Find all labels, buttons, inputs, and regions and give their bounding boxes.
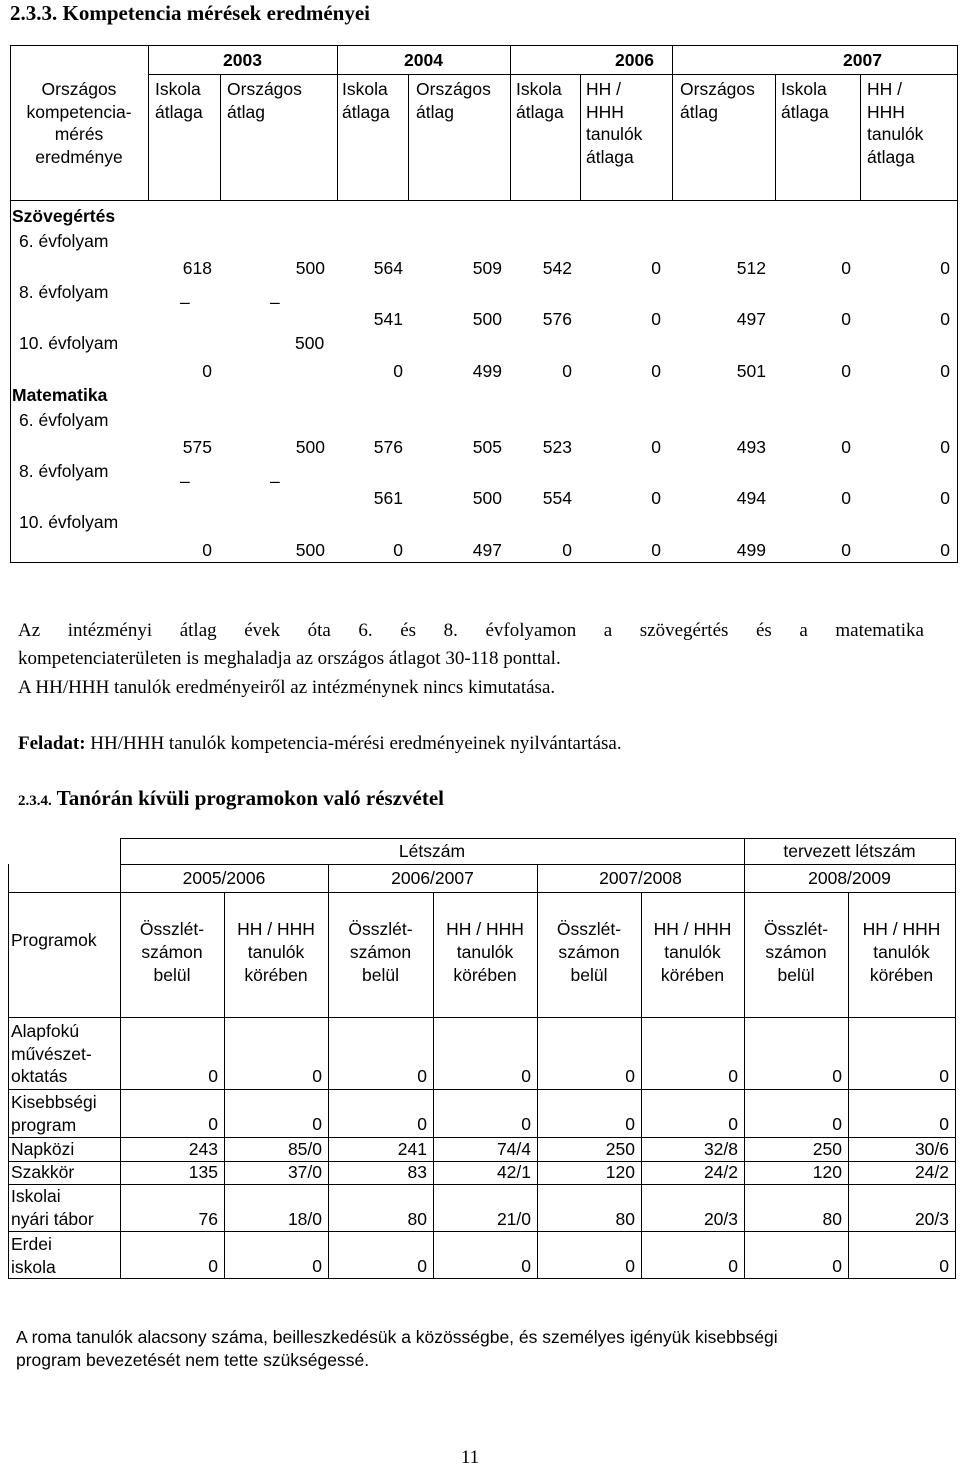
program-cell: 250 [605, 1139, 635, 1159]
dash: – [270, 471, 280, 491]
program-cell: 80 [822, 1209, 842, 1229]
row-label-nyari-tabor: Iskolai nyári tábor [11, 1186, 94, 1229]
program-cell: 24/2 [703, 1162, 738, 1182]
cell: 561 [373, 488, 403, 508]
year-2006: 2006 [615, 50, 654, 70]
cell: 0 [202, 540, 212, 560]
program-cell: 83 [407, 1162, 427, 1182]
header-iskola-atlaga-2004: Iskola átlaga [342, 79, 390, 122]
cell: 0 [562, 361, 572, 381]
program-cell: 0 [521, 1114, 531, 1134]
program-cell: 0 [939, 1066, 949, 1086]
program-cell: 120 [605, 1162, 635, 1182]
cell: 501 [736, 361, 766, 381]
program-cell: 80 [407, 1209, 427, 1229]
year-header: 2005/2006 [182, 868, 266, 888]
program-cell: 0 [417, 1066, 427, 1086]
program-cell: 0 [625, 1066, 635, 1086]
header-orszagos-atlag-2007: Országos átlag [680, 79, 755, 122]
cell: 497 [736, 309, 766, 329]
header-tervezett-letszam: tervezett létszám [783, 841, 916, 861]
header-hh-korében: HH / HHH tanulók körében [862, 919, 941, 985]
program-cell: 0 [939, 1256, 949, 1276]
program-cell: 30/6 [914, 1139, 949, 1159]
year-header: 2007/2008 [599, 868, 682, 888]
paragraph-hh-note: A HH/HHH tanulók eredményeiről az intézménynek nincs kimutatása. [18, 677, 556, 698]
task-paragraph [18, 733, 622, 755]
cell: 564 [373, 258, 403, 278]
program-cell: 135 [188, 1162, 218, 1182]
program-cell: 0 [832, 1114, 842, 1134]
cell: 0 [651, 540, 661, 560]
year-2007: 2007 [843, 50, 882, 70]
header-iskola-atlaga-2007: Iskola átlaga [781, 79, 829, 122]
header-letszam: Létszám [398, 841, 466, 861]
year-header: 2006/2007 [391, 868, 474, 888]
corner-label: Országos kompetencia- mérés eredménye [26, 79, 132, 167]
program-cell: 0 [208, 1114, 218, 1134]
cell: 505 [472, 437, 502, 457]
program-cell: 0 [832, 1066, 842, 1086]
header-osszletszamon-belul: Összlét- számon belül [763, 919, 829, 985]
row-label-alapfoku: Alapfokú művészet- oktatás [11, 1021, 92, 1086]
grade-label: 6. évfolyam [19, 231, 109, 251]
program-cell: 20/3 [703, 1209, 738, 1229]
cell: 0 [651, 258, 661, 278]
cell: 575 [182, 437, 212, 457]
cell: 500 [472, 309, 502, 329]
cell: 493 [736, 437, 766, 457]
program-cell: 0 [417, 1114, 427, 1134]
cell: 0 [393, 540, 403, 560]
cell: 0 [940, 540, 950, 560]
program-cell: 76 [198, 1209, 218, 1229]
program-cell: 0 [312, 1114, 322, 1134]
program-cell: 80 [615, 1209, 635, 1229]
cell: 494 [736, 488, 766, 508]
program-cell: 42/1 [496, 1162, 531, 1182]
cell: 0 [940, 309, 950, 329]
section-heading-kompetencia: 2.3.3. Kompetencia mérések eredményei [10, 1, 371, 25]
program-cell: 0 [521, 1256, 531, 1276]
cell: 523 [542, 437, 572, 457]
row-label-szakkor: Szakkör [11, 1162, 75, 1182]
header-osszletszamon-belul: Összlét- számon belül [348, 919, 413, 985]
cell: 500 [295, 437, 325, 457]
year-2003: 2003 [223, 50, 262, 70]
grade-label: 6. évfolyam [19, 410, 109, 430]
cell: 0 [841, 361, 851, 381]
cell: 500 [295, 258, 325, 278]
dash: – [270, 292, 280, 312]
cell: 0 [940, 258, 950, 278]
program-cell: 0 [939, 1114, 949, 1134]
program-cell: 85/0 [287, 1139, 322, 1159]
cell: 0 [562, 540, 572, 560]
program-cell: 24/2 [914, 1162, 949, 1182]
cell: 0 [841, 258, 851, 278]
cell: 554 [542, 488, 572, 508]
program-cell: 250 [812, 1139, 842, 1159]
subject-matematika: Matematika [12, 385, 108, 405]
header-hh-atlaga-2007: HH / HHH tanulók átlaga [867, 79, 924, 167]
cell: 499 [736, 540, 766, 560]
program-cell: 0 [208, 1256, 218, 1276]
cell: 576 [542, 309, 572, 329]
program-cell: 0 [832, 1256, 842, 1276]
program-cell: 0 [625, 1256, 635, 1276]
program-cell: 0 [208, 1066, 218, 1086]
header-osszletszamon-belul: Összlét- számon belül [139, 919, 205, 985]
grade-label: 10. évfolyam [19, 333, 119, 353]
cell: 0 [202, 361, 212, 381]
program-cell: 241 [397, 1139, 427, 1159]
program-cell: 18/0 [287, 1209, 322, 1229]
grade-label: 10. évfolyam [19, 512, 119, 532]
dash: – [180, 292, 190, 312]
page-number: 11 [460, 1447, 480, 1468]
section-heading-tanoran-kivuli: 2.3.4. Tanórán kívüli programokon való részvétel [18, 786, 444, 810]
header-hh-atlaga-2006: HH / HHH tanulók átlaga [586, 79, 643, 167]
cell: 0 [940, 361, 950, 381]
task-label: Feladat: [18, 733, 86, 754]
cell: 541 [373, 309, 403, 329]
program-cell: 120 [812, 1162, 842, 1182]
value-500: 500 [295, 333, 325, 353]
cell: 0 [940, 437, 950, 457]
cell: 542 [542, 258, 572, 278]
cell: 0 [651, 488, 661, 508]
header-osszletszamon-belul: Összlét- számon belül [556, 919, 622, 985]
program-cell: 0 [728, 1066, 738, 1086]
grade-label: 8. évfolyam [19, 461, 109, 481]
program-cell: 0 [728, 1114, 738, 1134]
cell: 618 [182, 258, 212, 278]
year-header: 2008/2009 [808, 868, 891, 888]
subject-szovegertes: Szövegértés [12, 206, 116, 226]
roma-note: A roma tanulók alacsony száma, beilleszkedésük a közösségbe, és személyes igényük kisebbségi program bevezetését nem tette szükségessé. [16, 1327, 778, 1370]
cell: 0 [841, 309, 851, 329]
cell: 512 [736, 258, 766, 278]
program-cell: 20/3 [914, 1209, 949, 1229]
programs-label: Programok [11, 930, 97, 950]
cell: 500 [295, 540, 325, 560]
program-cell: 0 [728, 1256, 738, 1276]
header-iskola-atlaga-2003: Iskola átlaga [155, 79, 203, 122]
cell: 0 [651, 309, 661, 329]
program-cell: 32/8 [703, 1139, 738, 1159]
year-2004: 2004 [404, 50, 443, 70]
header-hh-korében: HH / HHH tanulók körében [237, 919, 315, 985]
program-cell: 74/4 [496, 1139, 531, 1159]
program-cell: 0 [312, 1066, 322, 1086]
header-hh-korében: HH / HHH tanulók körében [446, 919, 524, 985]
cell: 500 [472, 488, 502, 508]
header-orszagos-atlag-2003: Országos átlag [227, 79, 302, 122]
cell: 576 [373, 437, 403, 457]
cell: 0 [841, 488, 851, 508]
paragraph-line: Az intézményi átlag évek óta 6. és 8. évfolyamon a szövegértés és a matematika [18, 620, 924, 641]
cell: 0 [651, 361, 661, 381]
grade-label: 8. évfolyam [19, 282, 109, 302]
dash: – [180, 471, 190, 491]
program-cell: 0 [312, 1256, 322, 1276]
cell: 0 [841, 437, 851, 457]
row-label-kisebbsegi: Kisebbségi program [11, 1092, 97, 1135]
cell: 0 [841, 540, 851, 560]
program-cell: 0 [417, 1256, 427, 1276]
cell: 0 [393, 361, 403, 381]
header-hh-korében: HH / HHH tanulók körében [653, 919, 732, 985]
program-cell: 21/0 [496, 1209, 531, 1229]
task-text: HH/HHH tanulók kompetencia-mérési eredményeinek nyilvántartása. [90, 733, 622, 754]
cell: 0 [651, 437, 661, 457]
cell: 0 [940, 488, 950, 508]
cell: 497 [472, 540, 502, 560]
paragraph-line: kompetenciaterületen is meghaladja az országos átlagot 30-118 ponttal. [18, 648, 561, 669]
program-cell: 0 [625, 1114, 635, 1134]
row-label-erdei-iskola: Erdei iskola [11, 1234, 56, 1277]
program-cell: 0 [521, 1066, 531, 1086]
cell: 499 [472, 361, 502, 381]
program-cell: 37/0 [287, 1162, 322, 1182]
row-label-napkozi: Napközi [11, 1139, 75, 1159]
header-orszagos-atlag-2004: Országos átlag [416, 79, 491, 122]
program-cell: 243 [188, 1139, 218, 1159]
header-iskola-atlaga-2006: Iskola átlaga [516, 79, 564, 122]
cell: 509 [472, 258, 502, 278]
